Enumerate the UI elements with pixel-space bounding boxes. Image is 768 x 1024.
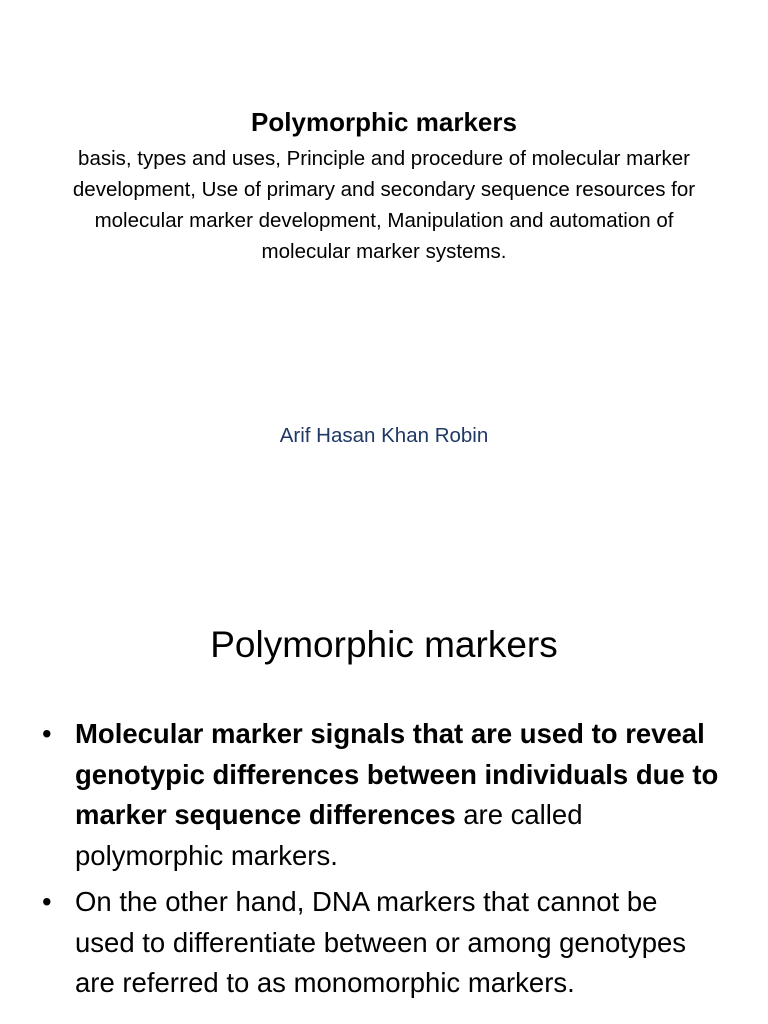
bullet-list <box>42 714 722 1010</box>
bullet-icon: • <box>42 718 52 749</box>
slide-title: Polymorphic markers <box>210 624 558 665</box>
bullet-icon: • <box>42 886 52 917</box>
author-name: Arif Hasan Khan Robin <box>279 424 489 447</box>
bullet-item <box>42 882 722 1004</box>
bullet-text-bold: Molecular marker signals that are used to reveal genotypic differences between individuals due to marker sequence differences <box>75 718 719 830</box>
slide-title: Polymorphic markers <box>251 107 517 137</box>
content-slide <box>0 560 768 1024</box>
bullet-text: On the other hand, DNA markers that cannot be used to differentiate between or among genotypes are referred to as monomorphic markers. <box>75 886 687 998</box>
bullet-text: are called polymorphic markers. <box>75 799 583 871</box>
bullet-item <box>42 714 722 876</box>
slide-subtitle: basis, types and uses, Principle and procedure of molecular marker development, Use of primary and secondary sequence resources for molecular marker development, Manipulation and automation of molecular marker systems. <box>72 147 696 263</box>
